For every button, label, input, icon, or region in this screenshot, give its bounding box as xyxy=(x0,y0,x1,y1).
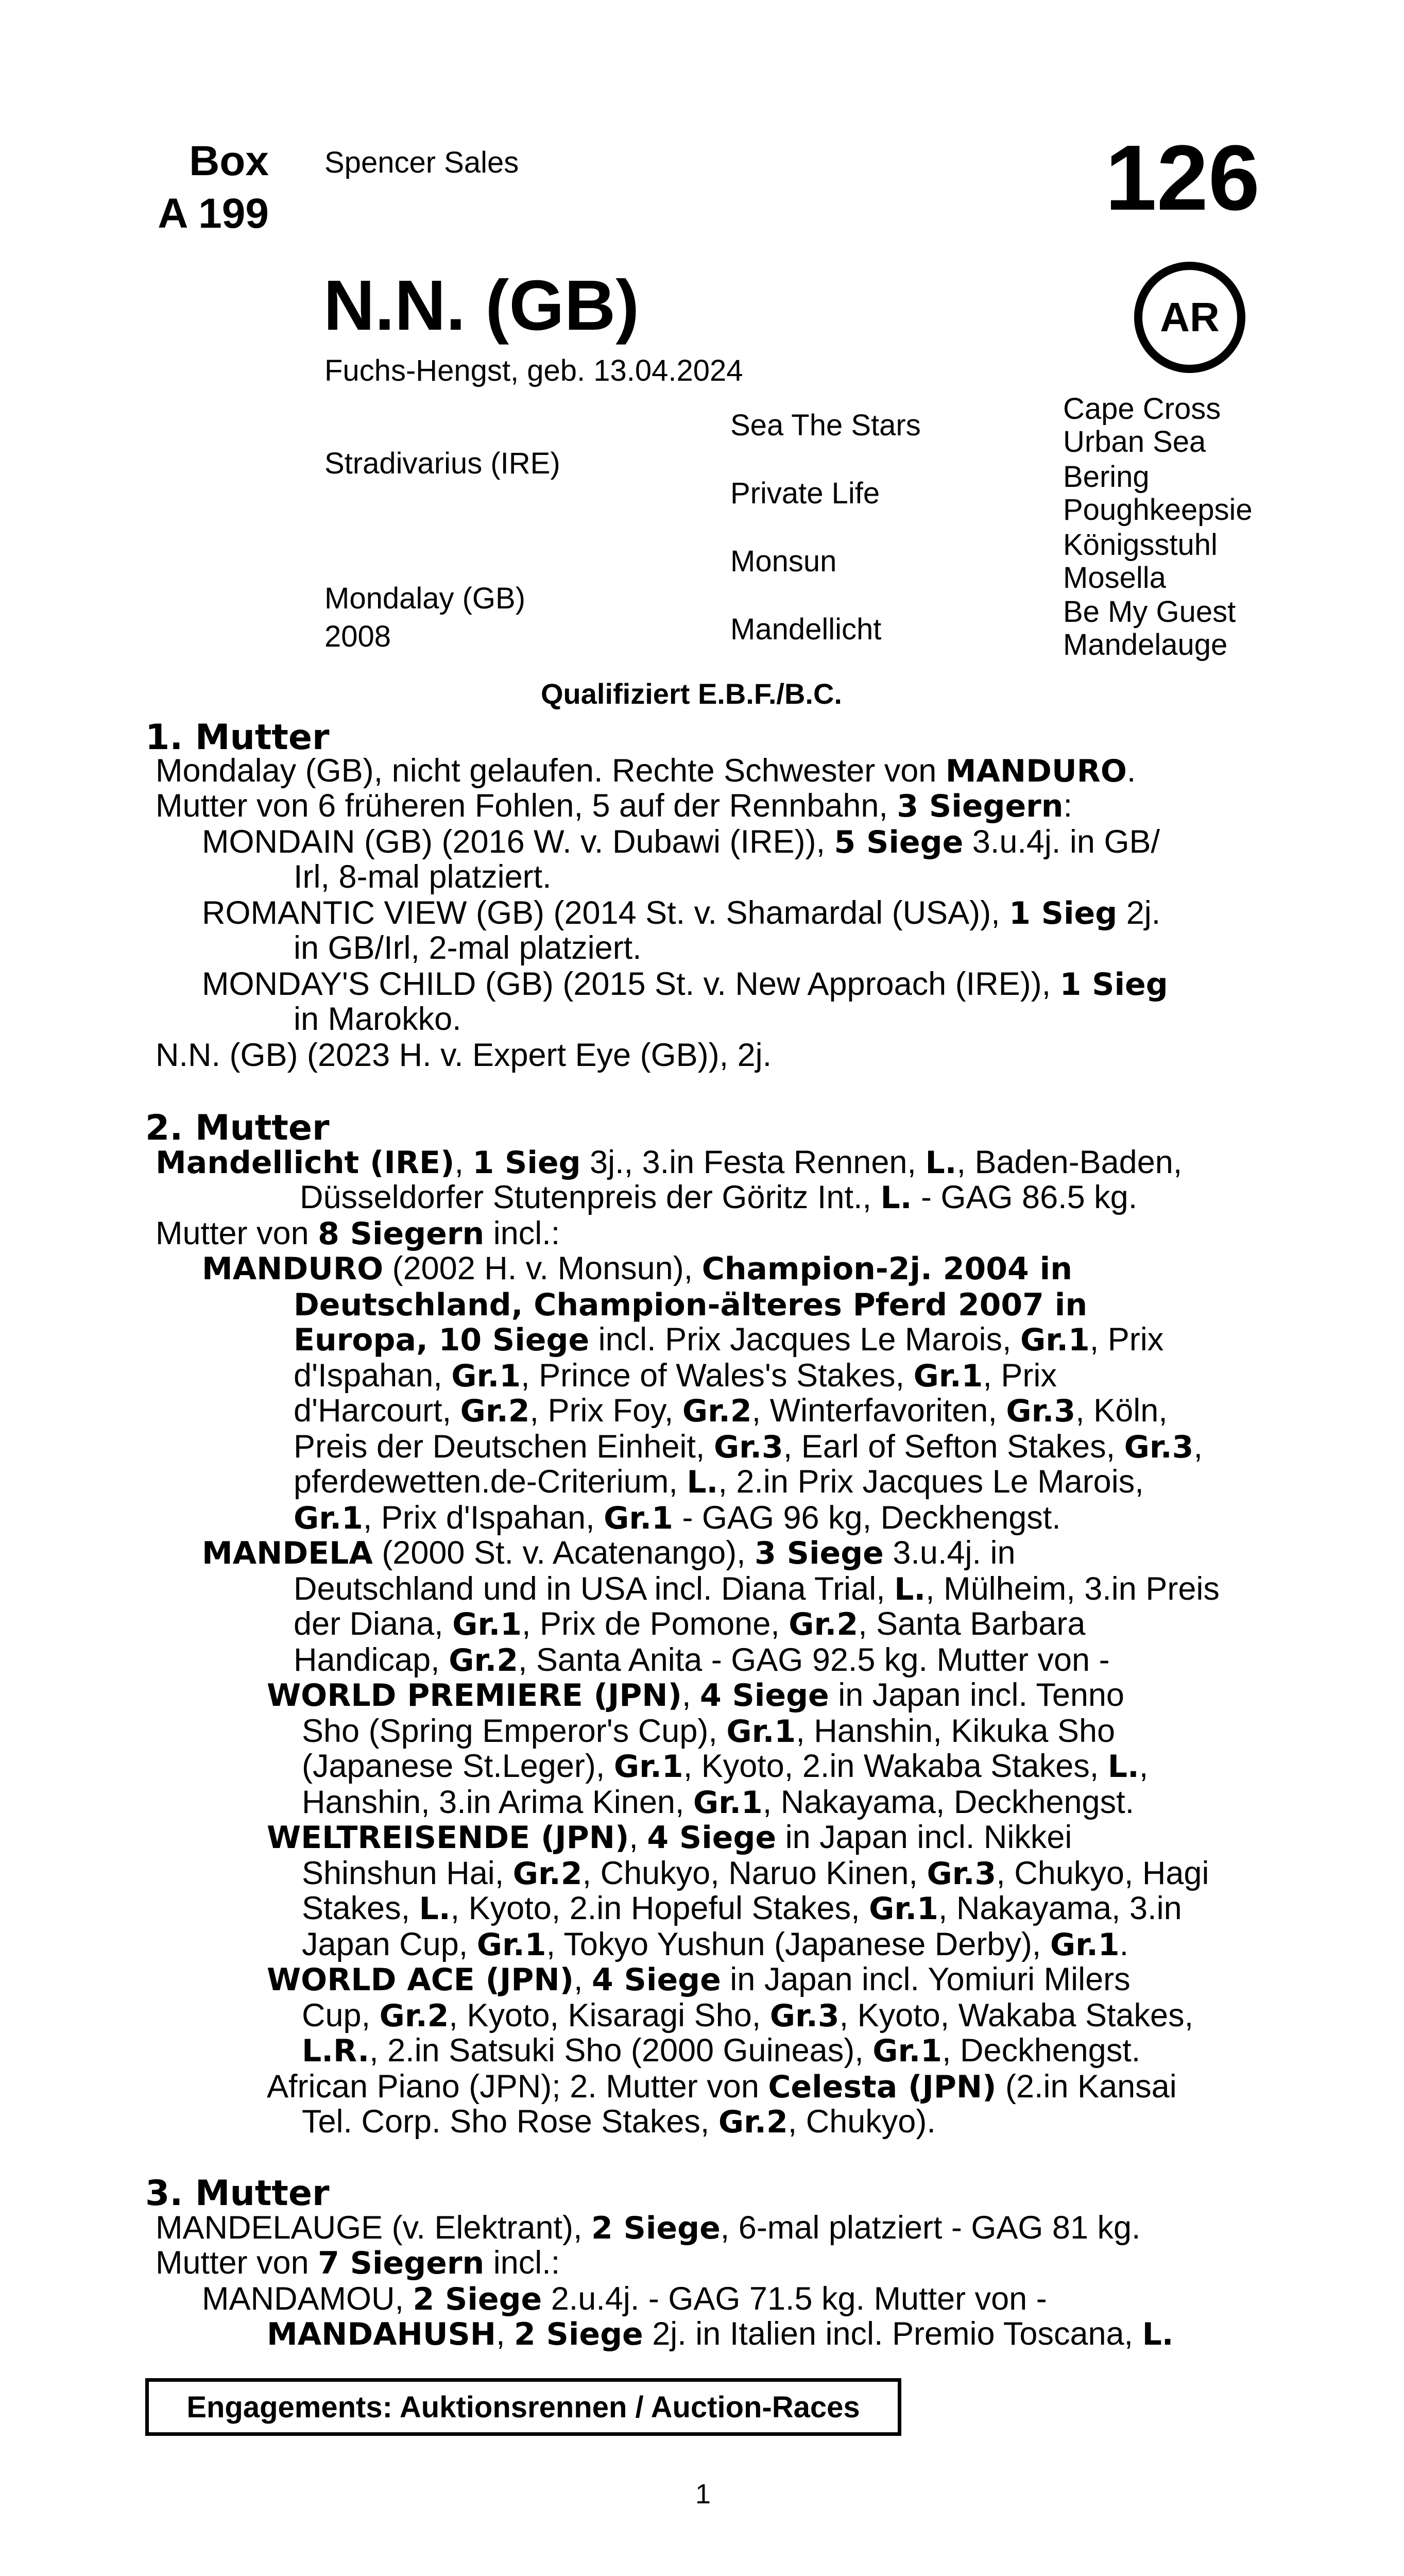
text-run: Japan Cup, xyxy=(302,1926,477,1962)
text-run: Tel. Corp. Sho Rose Stakes, xyxy=(302,2104,718,2140)
text-line: Irl, 8-mal platziert. xyxy=(294,859,552,895)
text-run: MANDURO xyxy=(202,1251,384,1287)
pedigree-grandparent: Monsun xyxy=(730,545,837,578)
text-line xyxy=(202,895,1160,931)
text-line xyxy=(300,1180,1137,1215)
text-line xyxy=(156,2210,1141,2246)
text-run: Gr.1 xyxy=(476,1927,546,1963)
text-run: Sho (Spring Emperor's Cup), xyxy=(302,1713,727,1749)
text-line xyxy=(294,1393,1168,1429)
section-heading-third-dam: 3. Mutter xyxy=(145,2173,330,2214)
text-run: MANDELAUGE (v. Elektrant), xyxy=(156,2210,592,2246)
text-run: 2 Siege xyxy=(413,2281,542,2317)
engagements-label: Engagements: Auktionsrennen / Auction-Races xyxy=(186,2390,860,2424)
text-run: in Japan incl. Nikkei xyxy=(776,1819,1072,1855)
text-run: Gr.3 xyxy=(927,1856,997,1892)
text-run: , Winterfavoriten, xyxy=(751,1393,1006,1429)
text-line xyxy=(302,1785,1134,1820)
text-run: , Prince of Wales's Stakes, xyxy=(521,1358,914,1394)
text-run: ROMANTIC VIEW (GB) (2014 St. v. Shamardal (USA)), xyxy=(202,895,1009,931)
text-line xyxy=(294,1571,1220,1607)
text-run: L. xyxy=(687,1464,718,1500)
text-run: in Japan incl. Tenno xyxy=(829,1677,1124,1713)
section-heading-first-dam: 1. Mutter xyxy=(145,717,330,758)
text-run: 2j. in Italien incl. Premio Toscana, xyxy=(643,2316,1142,2352)
text-run: , 6-mal platziert - GAG 81 kg. xyxy=(720,2210,1141,2246)
pedigree-great-grandparent: Mosella xyxy=(1063,561,1166,595)
text-line xyxy=(302,1891,1182,1926)
text-run: Gr.1 xyxy=(451,1358,521,1394)
text-run: Cup, xyxy=(302,1997,380,2033)
text-run: MANDELA xyxy=(202,1535,373,1571)
text-run: Gr.2 xyxy=(718,2104,788,2140)
text-run: , Baden-Baden, xyxy=(956,1144,1183,1180)
text-run: Gr.1 xyxy=(869,1891,938,1927)
text-run: incl.: xyxy=(484,2245,560,2281)
text-run: , xyxy=(495,2316,514,2352)
text-run: , Nakayama, 3.in xyxy=(938,1890,1182,1926)
text-run: Gr.3 xyxy=(1006,1393,1076,1429)
text-run: , Kyoto, Wakaba Stakes, xyxy=(839,1997,1194,2033)
text-run: Gr.1 xyxy=(693,1785,763,1821)
text-run: (2.in Kansai xyxy=(996,2069,1177,2105)
pedigree-great-grandparent: Mandelauge xyxy=(1063,628,1228,662)
pedigree-great-grandparent: Poughkeepsie xyxy=(1063,493,1253,527)
text-run: , Nakayama, Deckhengst. xyxy=(762,1784,1135,1820)
text-run: , Köln, xyxy=(1075,1393,1168,1429)
text-run: d'Harcourt, xyxy=(294,1393,460,1429)
text-run: , 2.in Prix Jacques Le Marois, xyxy=(718,1464,1144,1500)
qualification: Qualifiziert E.B.F./B.C. xyxy=(541,677,842,710)
text-run: Gr.1 xyxy=(604,1500,673,1536)
horse-description: Fuchs-Hengst, geb. 13.04.2024 xyxy=(324,354,743,387)
section-heading-second-dam: 2. Mutter xyxy=(145,1108,330,1148)
text-run: 7 Siegern xyxy=(318,2245,485,2281)
text-run: , Chukyo). xyxy=(787,2104,936,2140)
text-line: N.N. (GB) (2023 H. v. Expert Eye (GB)), 2j. xyxy=(156,1037,772,1073)
text-line xyxy=(302,2104,936,2140)
text-run: WORLD PREMIERE (JPN) xyxy=(267,1677,682,1714)
text-line xyxy=(267,2316,1174,2352)
text-run: L. xyxy=(925,1145,957,1181)
text-run: , xyxy=(454,1144,473,1180)
text-run: MANDAHUSH xyxy=(267,2316,496,2352)
text-run: Champion-2j. 2004 in xyxy=(701,1251,1072,1287)
text-run: , xyxy=(681,1677,700,1713)
text-line xyxy=(302,1998,1193,2033)
text-line: in Marokko. xyxy=(294,1001,461,1037)
text-run: incl.: xyxy=(484,1215,560,1251)
text-run: 3.u.4j. in GB/ xyxy=(963,824,1160,860)
text-line xyxy=(202,824,1160,860)
text-run: 3j., 3.in Festa Rennen, xyxy=(580,1144,926,1180)
text-line xyxy=(267,2069,1177,2105)
text-run: , Kyoto, 2.in Hopeful Stakes, xyxy=(450,1890,869,1926)
text-run: , Prix de Pomone, xyxy=(522,1606,789,1642)
text-run: 3 Siegern xyxy=(897,788,1064,824)
text-run: 4 Siege xyxy=(647,1820,777,1856)
text-run: - GAG 96 kg, Deckhengst. xyxy=(673,1500,1061,1536)
lot-number: 126 xyxy=(1105,126,1260,230)
text-run: , Tokyo Yushun (Japanese Derby), xyxy=(546,1926,1050,1962)
text-run: L.R. xyxy=(302,2033,370,2069)
text-run: MONDAY'S CHILD (GB) (2015 St. v. New Approach (IRE)), xyxy=(202,966,1060,1002)
text-run: , Santa Barbara xyxy=(858,1606,1086,1642)
text-run: Gr.2 xyxy=(460,1393,530,1429)
text-run: Mutter von xyxy=(156,1215,318,1251)
text-run: Mondalay (GB), nicht gelaufen. Rechte Schwester von xyxy=(156,753,946,789)
text-run: : xyxy=(1063,788,1072,824)
text-line: in GB/Irl, 2-mal platziert. xyxy=(294,930,642,966)
ar-badge-label: AR xyxy=(1160,294,1220,340)
text-run: , Prix xyxy=(983,1358,1057,1394)
text-line xyxy=(294,1606,1085,1642)
text-run: (2002 H. v. Monsun), xyxy=(383,1250,702,1286)
text-run: Gr.3 xyxy=(1124,1429,1194,1465)
text-run: Gr.2 xyxy=(682,1393,752,1429)
pedigree-sire: Stradivarius (IRE) xyxy=(324,447,560,480)
pedigree-grandparent: Private Life xyxy=(730,477,880,510)
text-run: WELTREISENDE (JPN) xyxy=(267,1820,629,1856)
text-run: , Prix d'Ispahan, xyxy=(363,1500,604,1536)
text-run: Deutschland und in USA incl. Diana Trial, xyxy=(294,1571,895,1607)
text-line xyxy=(267,1677,1124,1713)
pedigree-great-grandparent: Cape Cross xyxy=(1063,392,1221,426)
text-run: Gr.1 xyxy=(872,2033,943,2069)
text-run: African Piano (JPN); 2. Mutter von xyxy=(267,2069,768,2105)
text-run: . xyxy=(1126,753,1136,789)
box-label xyxy=(158,135,269,240)
text-run: Gr.1 xyxy=(452,1606,522,1642)
engagements-box xyxy=(145,2378,901,2436)
text-run: (Japanese St.Leger), xyxy=(302,1748,614,1784)
text-run: 3.u.4j. in xyxy=(883,1535,1016,1571)
text-run: Handicap, xyxy=(294,1642,449,1678)
text-run: (2000 St. v. Acatenango), xyxy=(372,1535,755,1571)
text-run: 1 Sieg xyxy=(472,1145,581,1181)
text-line xyxy=(202,1251,1072,1286)
pedigree-grandparent: Mandellicht xyxy=(730,613,882,646)
text-run: Mutter von 6 früheren Fohlen, 5 auf der Rennbahn, xyxy=(156,788,897,824)
text-line xyxy=(267,1962,1131,1997)
text-run: , Chukyo, Hagi xyxy=(996,1855,1209,1891)
text-run: 2j. xyxy=(1117,895,1161,931)
text-run: 2.u.4j. - GAG 71.5 kg. Mutter von - xyxy=(542,2281,1047,2317)
text-line xyxy=(302,1856,1209,1891)
pedigree-dam-year: 2008 xyxy=(324,620,391,653)
text-run: MONDAIN (GB) (2016 W. v. Dubawi (IRE)), xyxy=(202,824,834,860)
text-run: Preis der Deutschen Einheit, xyxy=(294,1429,714,1465)
text-run: pferdewetten.de-Criterium, xyxy=(294,1464,687,1500)
text-run: d'Ispahan, xyxy=(294,1358,452,1394)
text-run: , Santa Anita - GAG 92.5 kg. Mutter von - xyxy=(518,1642,1110,1678)
text-run: , 2.in Satsuki Sho (2000 Guineas), xyxy=(369,2032,873,2069)
text-run: Gr.2 xyxy=(789,1606,859,1642)
text-line xyxy=(294,1429,1203,1465)
text-run: Gr.2 xyxy=(449,1642,519,1679)
text-run: Celesta (JPN) xyxy=(768,2069,997,2105)
text-run: 2 Siege xyxy=(513,2316,643,2352)
text-run: , Kyoto, Kisaragi Sho, xyxy=(449,1997,770,2033)
text-run: , Prix xyxy=(1089,1321,1164,1358)
pedigree-grandparent: Sea The Stars xyxy=(730,409,921,442)
box-line-1: Box xyxy=(189,138,269,184)
text-line xyxy=(294,1358,1057,1394)
text-run: Europa, 10 Siege xyxy=(294,1322,590,1358)
pedigree-great-grandparent: Be My Guest xyxy=(1063,595,1236,629)
text-run: - GAG 86.5 kg. xyxy=(912,1179,1138,1215)
text-run: 2 Siege xyxy=(591,2210,721,2246)
text-run: in Japan incl. Yomiuri Milers xyxy=(721,1961,1131,1997)
horse-name: N.N. (GB) xyxy=(323,266,640,345)
text-run: incl. Prix Jacques Le Marois, xyxy=(589,1321,1020,1358)
text-run: WORLD ACE (JPN) xyxy=(267,1962,574,1998)
text-line xyxy=(202,1535,1016,1571)
text-run: , xyxy=(1193,1429,1203,1465)
text-run: , Chukyo, Naruo Kinen, xyxy=(582,1855,927,1891)
text-run: Deutschland, Champion-älteres Pferd 2007 in xyxy=(294,1287,1088,1323)
text-line xyxy=(202,2281,1047,2317)
text-line xyxy=(156,788,1072,824)
text-run: Shinshun Hai, xyxy=(302,1855,513,1891)
text-run: 1 Sieg xyxy=(1009,895,1118,931)
text-run: der Diana, xyxy=(294,1606,453,1642)
text-run: Gr.1 xyxy=(726,1714,796,1750)
text-run: 5 Siege xyxy=(834,824,964,860)
text-run: MANDAMOU, xyxy=(202,2281,413,2317)
text-line xyxy=(294,1287,1087,1323)
text-run: 4 Siege xyxy=(592,1962,721,1998)
text-line xyxy=(202,967,1168,1002)
text-line xyxy=(302,1927,1128,1962)
ar-badge xyxy=(1134,262,1245,373)
text-run: , xyxy=(1139,1748,1149,1784)
text-run: , Deckhengst. xyxy=(942,2032,1141,2069)
text-run: L. xyxy=(419,1891,451,1927)
text-line xyxy=(302,2033,1140,2069)
pedigree-great-grandparent: Urban Sea xyxy=(1063,425,1206,459)
text-run: Gr.3 xyxy=(713,1429,783,1465)
text-run: 8 Siegern xyxy=(318,1216,485,1252)
text-run: L. xyxy=(880,1180,912,1216)
text-run: 1 Sieg xyxy=(1059,967,1168,1003)
text-run: Mandellicht (IRE) xyxy=(156,1145,455,1181)
text-run: Gr.1 xyxy=(1020,1322,1090,1358)
text-run: , Kyoto, 2.in Wakaba Stakes, xyxy=(683,1748,1108,1784)
text-run: Gr.2 xyxy=(379,1998,449,2034)
text-run: Gr.1 xyxy=(913,1358,983,1394)
text-run: 4 Siege xyxy=(699,1677,829,1714)
text-line xyxy=(294,1500,1061,1536)
text-line xyxy=(302,1714,1115,1749)
text-run: L. xyxy=(894,1571,926,1607)
text-run: , xyxy=(629,1819,647,1855)
text-run: , Prix Foy, xyxy=(529,1393,682,1429)
text-run: Gr.3 xyxy=(769,1998,840,2034)
text-run: , Earl of Sefton Stakes, xyxy=(783,1429,1124,1465)
text-run: Gr.2 xyxy=(512,1856,583,1892)
text-run: Stakes, xyxy=(302,1890,419,1926)
text-line xyxy=(294,1642,1110,1678)
text-line xyxy=(156,1216,560,1251)
text-run: Gr.1 xyxy=(1050,1927,1120,1963)
pedigree-dam: Mondalay (GB) xyxy=(324,582,526,615)
text-line xyxy=(294,1322,1163,1358)
page-number: 1 xyxy=(695,2479,711,2510)
text-run: , xyxy=(574,1961,592,1997)
box-line-2: A 199 xyxy=(158,190,269,237)
text-run: Gr.1 xyxy=(613,1749,683,1785)
seller-name: Spencer Sales xyxy=(324,146,519,179)
text-run: MANDURO xyxy=(945,753,1127,789)
text-run: L. xyxy=(1142,2316,1174,2352)
text-run: Gr.1 xyxy=(294,1500,363,1536)
text-run: L. xyxy=(1107,1749,1139,1785)
text-run: , Mülheim, 3.in Preis xyxy=(926,1571,1220,1607)
text-line xyxy=(267,1820,1072,1855)
text-line xyxy=(156,753,1136,789)
text-run: Mutter von xyxy=(156,2245,318,2281)
pedigree-great-grandparent: Bering xyxy=(1063,460,1150,494)
text-run: , Hanshin, Kikuka Sho xyxy=(796,1713,1116,1749)
pedigree-great-grandparent: Königsstuhl xyxy=(1063,528,1218,562)
text-run: 3 Siege xyxy=(755,1535,884,1571)
text-run: . xyxy=(1119,1926,1129,1962)
text-line xyxy=(156,1145,1182,1180)
text-line xyxy=(156,2245,560,2281)
text-line xyxy=(294,1464,1144,1500)
text-run: Düsseldorfer Stutenpreis der Göritz Int., xyxy=(300,1179,881,1215)
text-run: Hanshin, 3.in Arima Kinen, xyxy=(302,1784,693,1820)
text-line xyxy=(302,1749,1148,1784)
